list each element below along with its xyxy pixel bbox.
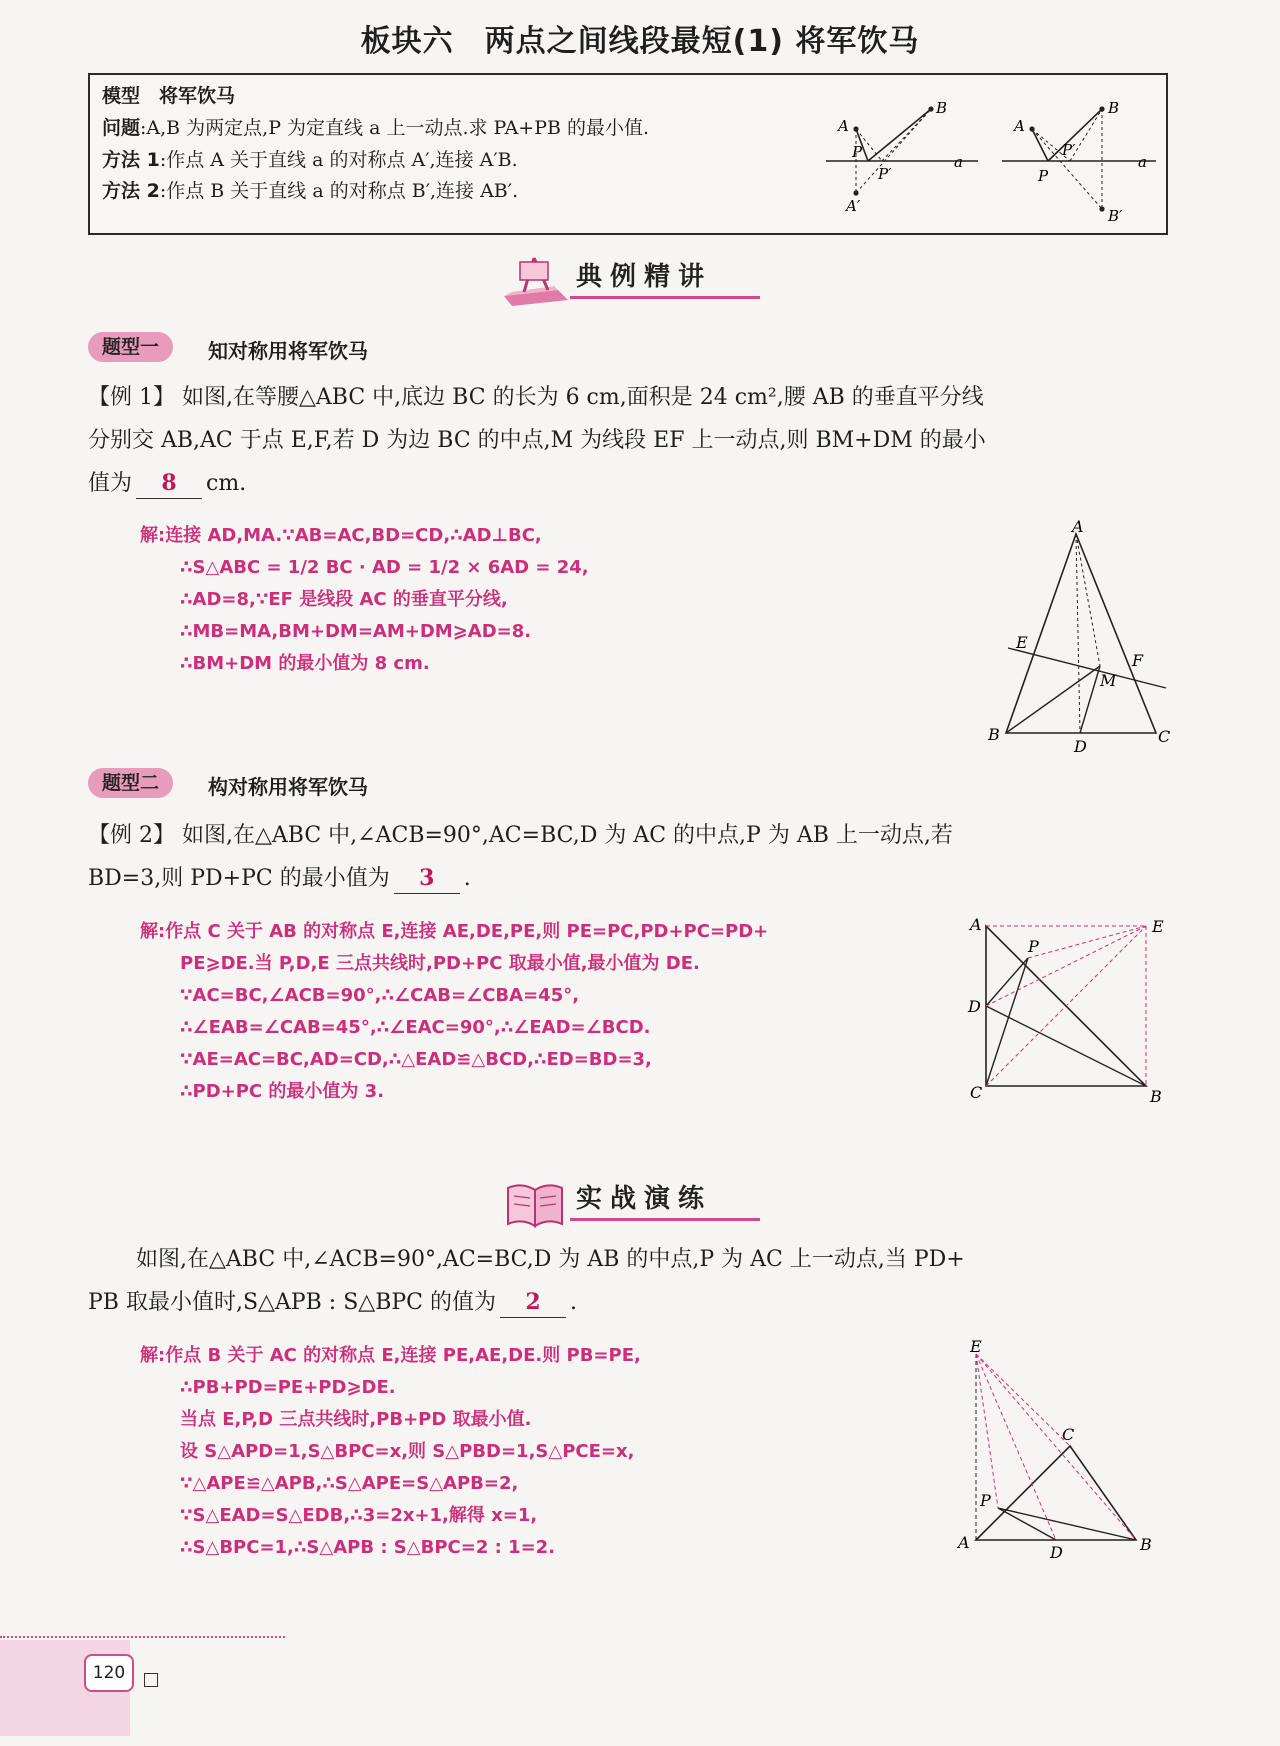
fig2-label-A: A	[1014, 117, 1025, 135]
example1-solution-line-2: ∴S△ABC = 1/2 BC · AD = 1/2 × 6AD = 24,	[180, 557, 589, 578]
model-problem	[102, 113, 649, 140]
type2-tag: 题型二	[88, 768, 173, 798]
ex2-label-B: B	[1150, 1087, 1162, 1106]
ex1-label-E: E	[1016, 633, 1028, 652]
practice-text	[88, 1238, 1178, 1324]
model-figure-2	[1002, 99, 1156, 225]
fig1-label-B: B	[936, 99, 948, 117]
ex1-label-F: F	[1132, 651, 1144, 670]
practice-label-E: E	[970, 1340, 982, 1356]
practice-solution-line-7: ∴S△BPC=1,∴S△APB : S△BPC=2 : 1=2.	[180, 1537, 556, 1558]
example2-line-2: BD=3,则 PD+PC 的最小值为 3 .	[88, 857, 1178, 900]
banner-examples-text: 典例精讲	[576, 262, 713, 292]
easel-icon	[498, 252, 570, 308]
fig1-label-a: a	[954, 153, 963, 171]
method2-text: :作点 B 关于直线 a 的对称点 B′,连接 AB′.	[159, 180, 519, 202]
ex1-label-D: D	[1074, 737, 1087, 756]
practice-label-C: C	[1062, 1425, 1075, 1444]
banner-examples	[498, 252, 778, 310]
practice-label-A: A	[958, 1533, 970, 1552]
type1-title: 知对称用将军饮马	[208, 339, 368, 363]
example2-solution-line-1: 解:作点 C 关于 AB 的对称点 E,连接 AE,DE,PE,则 PE=PC,PD+PC=PD+	[140, 921, 769, 942]
example1-solution-line-3: ∴AD=8,∵EF 是线段 AC 的垂直平分线,	[180, 589, 508, 610]
practice-label-P: P	[980, 1491, 991, 1510]
example2-answer: 3	[394, 863, 460, 894]
fig2-label-B2: B′	[1108, 207, 1123, 225]
fig2-label-B: B	[1108, 99, 1120, 117]
example2-text	[88, 814, 1178, 900]
practice-line-2: PB 取最小值时,S△APB : S△BPC 的值为 2 .	[88, 1281, 1178, 1324]
method2-label: 方法 2	[102, 180, 160, 202]
banner-practice-text: 实战演练	[576, 1184, 713, 1214]
practice-solution	[140, 1340, 641, 1564]
fig1-label-A: A	[838, 117, 849, 135]
practice-solution-line-3: 当点 E,P,D 三点共线时,PB+PD 取最小值.	[180, 1409, 532, 1430]
example2-solution-line-6: ∴PD+PC 的最小值为 3.	[180, 1081, 385, 1102]
practice-figure	[950, 1340, 1170, 1570]
method1-text: :作点 A 关于直线 a 的对称点 A′,连接 A′B.	[159, 149, 518, 171]
practice-solution-line-4: 设 S△APD=1,S△BPC=x,则 S△PBD=1,S△PCE=x,	[180, 1441, 635, 1462]
ex2-label-E: E	[1152, 917, 1164, 936]
model-heading: 模型 将军饮马	[102, 85, 236, 107]
practice-solution-line-5: ∵△APE≌△APB,∴S△APE=S△APB=2,	[180, 1473, 519, 1494]
practice-solution-line-6: ∵S△EAD=S△EDB,∴3=2x+1,解得 x=1,	[180, 1505, 538, 1526]
book-icon	[504, 1176, 568, 1230]
practice-label-D: D	[1050, 1543, 1063, 1562]
practice-solution-line-1: 解:作点 B 关于 AC 的对称点 E,连接 PE,AE,DE.则 PB=PE,	[140, 1345, 641, 1366]
example1-solution-line-1: 解:连接 AD,MA.∵AB=AC,BD=CD,∴AD⊥BC,	[140, 525, 542, 546]
example1-text	[88, 376, 1178, 505]
model-method-1	[102, 145, 518, 172]
practice-line-1: 如图,在△ABC 中,∠ACB=90°,AC=BC,D 为 AB 的中点,P 为 AC 上一动点,当 PD+	[136, 1247, 965, 1272]
example1-figure	[980, 520, 1180, 760]
banner-practice	[498, 1174, 778, 1232]
page-number: 120	[84, 1654, 134, 1692]
model-box	[88, 73, 1168, 235]
example1-line-1: 【例 1】 如图,在等腰△ABC 中,底边 BC 的长为 6 cm,面积是 24 cm²,腰 AB 的垂直平分线	[88, 385, 984, 410]
model-method-2	[102, 176, 518, 203]
fig2-label-a: a	[1138, 153, 1147, 171]
ex2-label-A: A	[970, 916, 982, 934]
fig2-label-P: P	[1038, 167, 1049, 185]
fig1-label-P2: P′	[878, 165, 892, 183]
example1-solution-line-5: ∴BM+DM 的最小值为 8 cm.	[180, 653, 430, 674]
example1-answer: 8	[136, 468, 202, 499]
example2-figure	[966, 916, 1180, 1106]
ex2-label-D: D	[968, 997, 981, 1016]
example2-solution	[140, 916, 768, 1108]
example1-solution	[140, 520, 589, 680]
ex2-label-P: P	[1028, 937, 1039, 956]
practice-solution-line-2: ∴PB+PD=PE+PD⩾DE.	[180, 1377, 396, 1398]
type2-title: 构对称用将军饮马	[208, 775, 368, 799]
banner-examples-rule	[570, 296, 760, 299]
model-figure-1	[826, 99, 978, 215]
problem-text: :A,B 为两定点,P 为定直线 a 上一动点.求 PA+PB 的最小值.	[140, 117, 650, 139]
example1-solution-line-4: ∴MB=MA,BM+DM=AM+DM⩾AD=8.	[180, 621, 532, 642]
ex1-label-A: A	[1072, 520, 1084, 536]
ex2-label-C: C	[970, 1083, 983, 1102]
model-figures	[806, 85, 1166, 225]
practice-answer: 2	[500, 1287, 566, 1318]
banner-practice-rule	[570, 1218, 760, 1221]
footer-divider	[0, 1636, 285, 1641]
type1-tag: 题型一	[88, 332, 173, 362]
fig1-label-P: P	[852, 143, 863, 161]
method1-label: 方法 1	[102, 149, 160, 171]
example2-solution-line-2: PE⩾DE.当 P,D,E 三点共线时,PD+PC 取最小值,最小值为 DE.	[180, 953, 700, 974]
ex1-label-B: B	[988, 725, 1000, 744]
page-title: 板块六 两点之间线段最短(1) 将军饮马	[360, 24, 920, 59]
problem-label: 问题	[102, 117, 141, 139]
example2-line-1: 【例 2】 如图,在△ABC 中,∠ACB=90°,AC=BC,D 为 AC 的中点,P 为 AB 上一动点,若	[88, 823, 953, 848]
page-checkbox	[144, 1673, 158, 1687]
example1-line-2: 分别交 AB,AC 于点 E,F,若 D 为边 BC 的中点,M 为线段 EF 上一动点,则 BM+DM 的最小	[88, 428, 986, 453]
example1-line-3: 值为 8 cm.	[88, 462, 1178, 505]
fig2-label-P2: P′	[1062, 141, 1076, 159]
example2-solution-line-5: ∵AE=AC=BC,AD=CD,∴△EAD≌△BCD,∴ED=BD=3,	[180, 1049, 652, 1070]
practice-label-B: B	[1140, 1535, 1152, 1554]
ex1-label-M: M	[1100, 671, 1117, 690]
ex1-label-C: C	[1158, 727, 1171, 746]
example2-solution-line-3: ∵AC=BC,∠ACB=90°,∴∠CAB=∠CBA=45°,	[180, 985, 580, 1006]
fig1-label-A2: A′	[846, 197, 861, 215]
example2-solution-line-4: ∴∠EAB=∠CAB=45°,∴∠EAC=90°,∴∠EAD=∠BCD.	[180, 1017, 651, 1038]
